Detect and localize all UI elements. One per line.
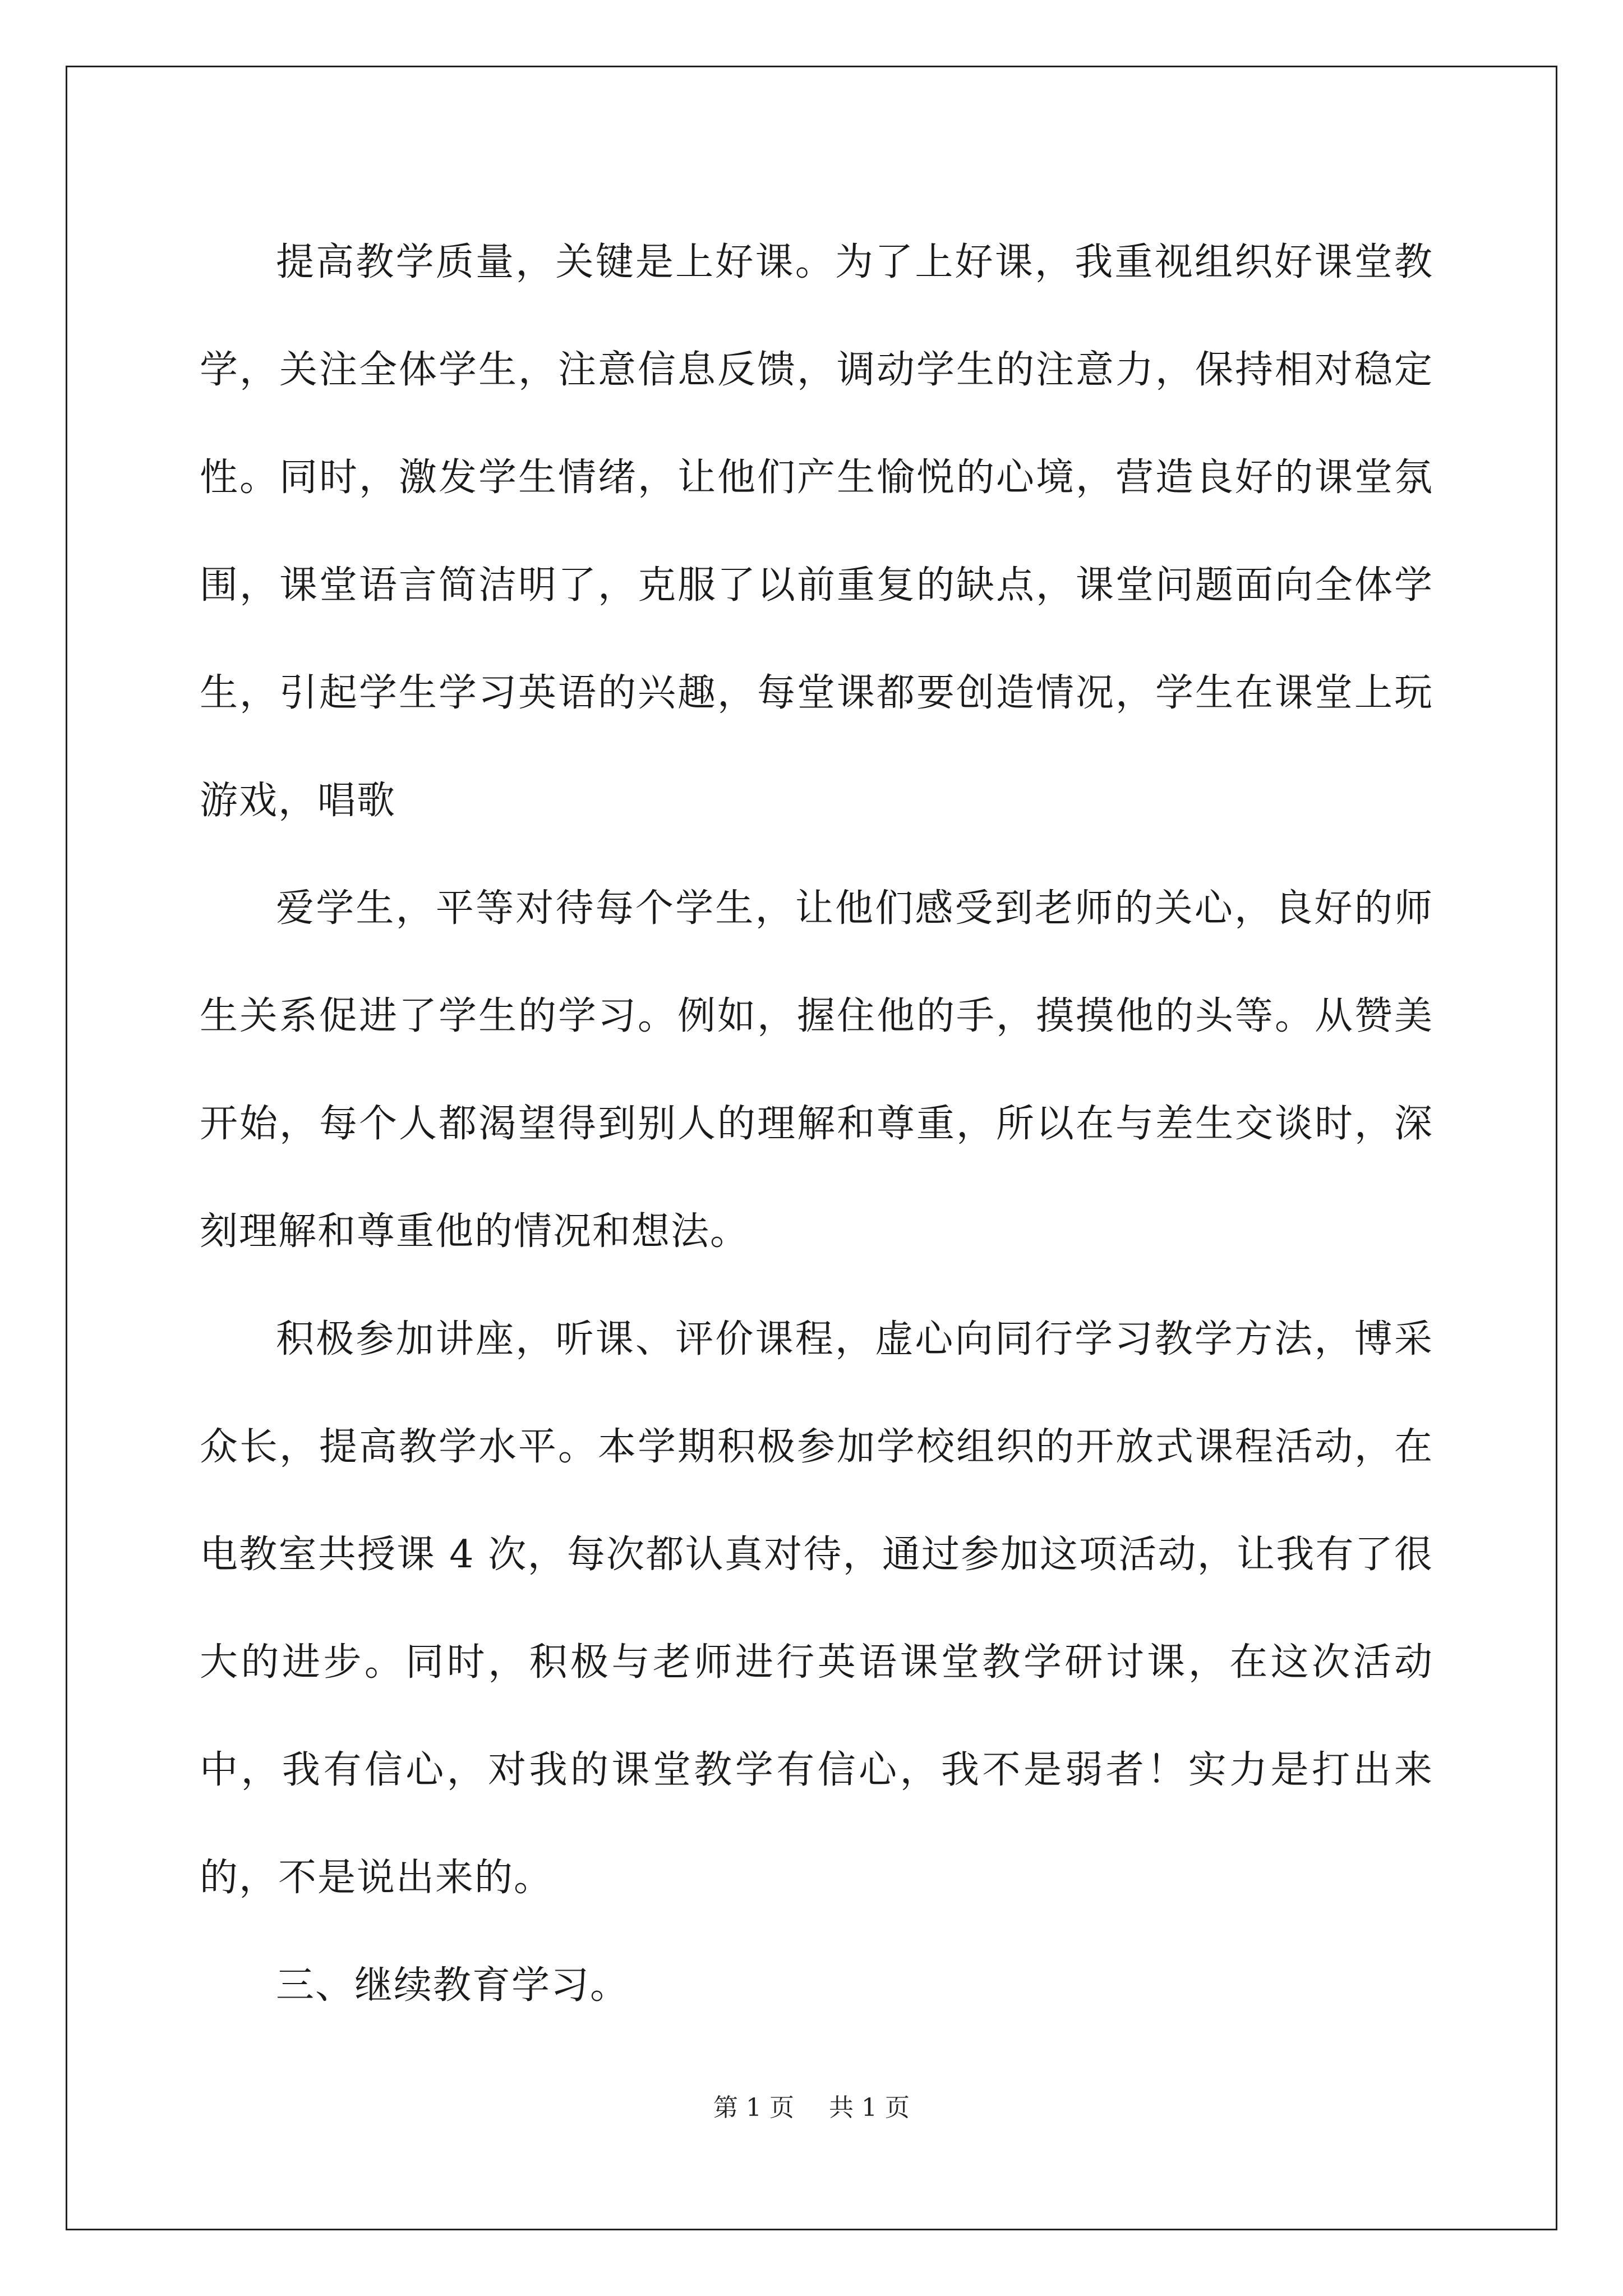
page-number: 第 1 页 — [713, 2093, 794, 2122]
page-footer — [0, 2091, 1623, 2125]
page-total: 共 1 页 — [829, 2093, 910, 2122]
section-heading: 三、继续教育学习。 — [276, 1963, 630, 2008]
paragraph: 积极参加讲座，听课、评价课程，虚心向同行学习教学方法，博采众长，提高教学水平。本学期积极参加学校组织的开放式课程活动，在电教室共授课 4 次，每次都认真对待，通过参加这项活动，让我有了很大的进步。同时，积极与老师进行英语课堂教学研讨课，在这次活动中，我有信心，对我的课堂教学有信心，我不是弱者！实力是打出来的，不是说出来的。 — [200, 1317, 1433, 1900]
paragraph: 爱学生，平等对待每个学生，让他们感受到老师的关心，良好的师生关系促进了学生的学习。例如，握住他的手，摸摸他的头等。从赞美开始，每个人都渴望得到别人的理解和尊重，所以在与差生交谈时，深刻理解和尊重他的情况和想法。 — [200, 886, 1433, 1254]
paragraph: 提高教学质量，关键是上好课。为了上好课，我重视组织好课堂教学，关注全体学生，注意信息反馈，调动学生的注意力，保持相对稳定性。同时，激发学生情绪，让他们产生愉悦的心境，营造良好的课堂氛围，课堂语言简洁明了，克服了以前重复的缺点，课堂问题面向全体学生，引起学生学习英语的兴趣，每堂课都要创造情况，学生在课堂上玩游戏，唱歌 — [200, 240, 1433, 823]
document-body — [200, 209, 1433, 2040]
